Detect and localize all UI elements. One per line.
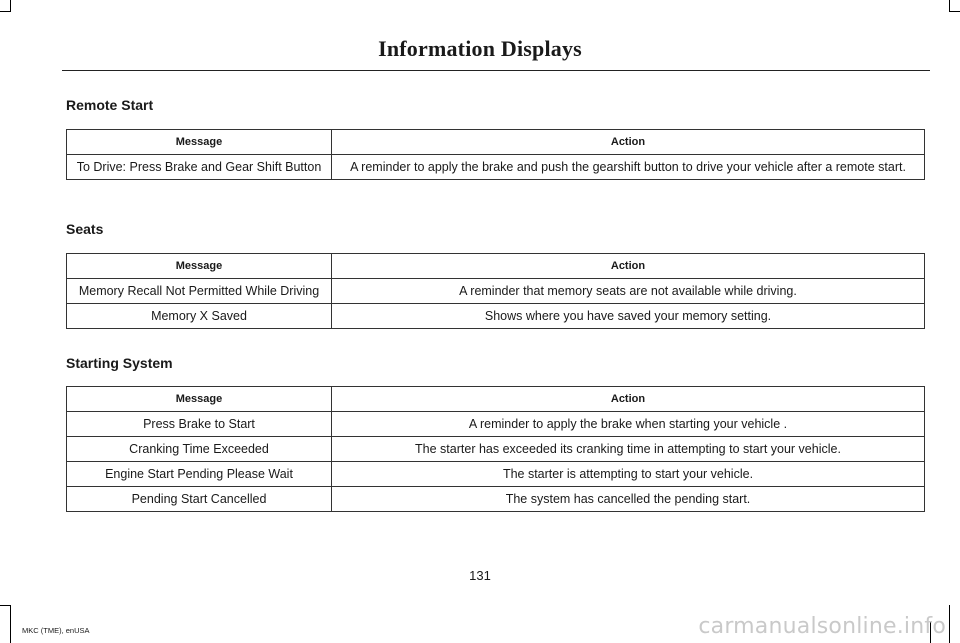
table-header-row (67, 130, 925, 155)
table-row (67, 412, 925, 437)
table-header-row (67, 387, 925, 412)
message-cell: Pending Start Cancelled (67, 487, 332, 512)
message-cell: Memory Recall Not Permitted While Driving (67, 279, 332, 304)
action-cell: A reminder that memory seats are not available while driving. (332, 279, 925, 304)
message-cell: To Drive: Press Brake and Gear Shift Button (67, 155, 332, 180)
crop-mark-bottom-left-v (10, 605, 11, 643)
message-cell: Memory X Saved (67, 304, 332, 329)
action-cell: The starter has exceeded its cranking time in attempting to start your vehicle. (332, 437, 925, 462)
crop-mark-bottom-left-h (0, 605, 11, 606)
column-header-message: Message (67, 387, 332, 412)
action-cell: A reminder to apply the brake and push the gearshift button to drive your vehicle after a remote start. (332, 155, 925, 180)
table-row (67, 487, 925, 512)
header-rule (62, 70, 930, 71)
column-header-action: Action (332, 130, 925, 155)
action-cell: A reminder to apply the brake when starting your vehicle . (332, 412, 925, 437)
page-header-title: Information Displays (378, 36, 582, 61)
message-cell: Engine Start Pending Please Wait (67, 462, 332, 487)
action-cell: Shows where you have saved your memory setting. (332, 304, 925, 329)
section-title-remote-start: Remote Start (66, 97, 154, 113)
page-number: 131 (469, 568, 491, 583)
message-cell: Press Brake to Start (67, 412, 332, 437)
seats-table (66, 253, 925, 329)
action-cell: The starter is attempting to start your vehicle. (332, 462, 925, 487)
table-row (67, 437, 925, 462)
watermark: carmanualsonline.info (698, 614, 946, 639)
column-header-action: Action (332, 387, 925, 412)
crop-mark-top-right-h (949, 11, 960, 12)
table-row (67, 279, 925, 304)
section-title-seats: Seats (66, 221, 104, 237)
action-cell: The system has cancelled the pending start. (332, 487, 925, 512)
starting-system-table (66, 386, 925, 512)
table-row (67, 304, 925, 329)
table-row (67, 462, 925, 487)
column-header-message: Message (67, 130, 332, 155)
crop-mark-top-left-h (0, 11, 11, 12)
section-title-starting-system: Starting System (66, 355, 173, 371)
column-header-message: Message (67, 254, 332, 279)
column-header-action: Action (332, 254, 925, 279)
document-code: MKC (TME), enUSA (22, 626, 90, 635)
remote-start-table (66, 129, 925, 180)
table-header-row (67, 254, 925, 279)
table-row (67, 155, 925, 180)
crop-mark-bottom-right-v2 (949, 605, 950, 643)
message-cell: Cranking Time Exceeded (67, 437, 332, 462)
